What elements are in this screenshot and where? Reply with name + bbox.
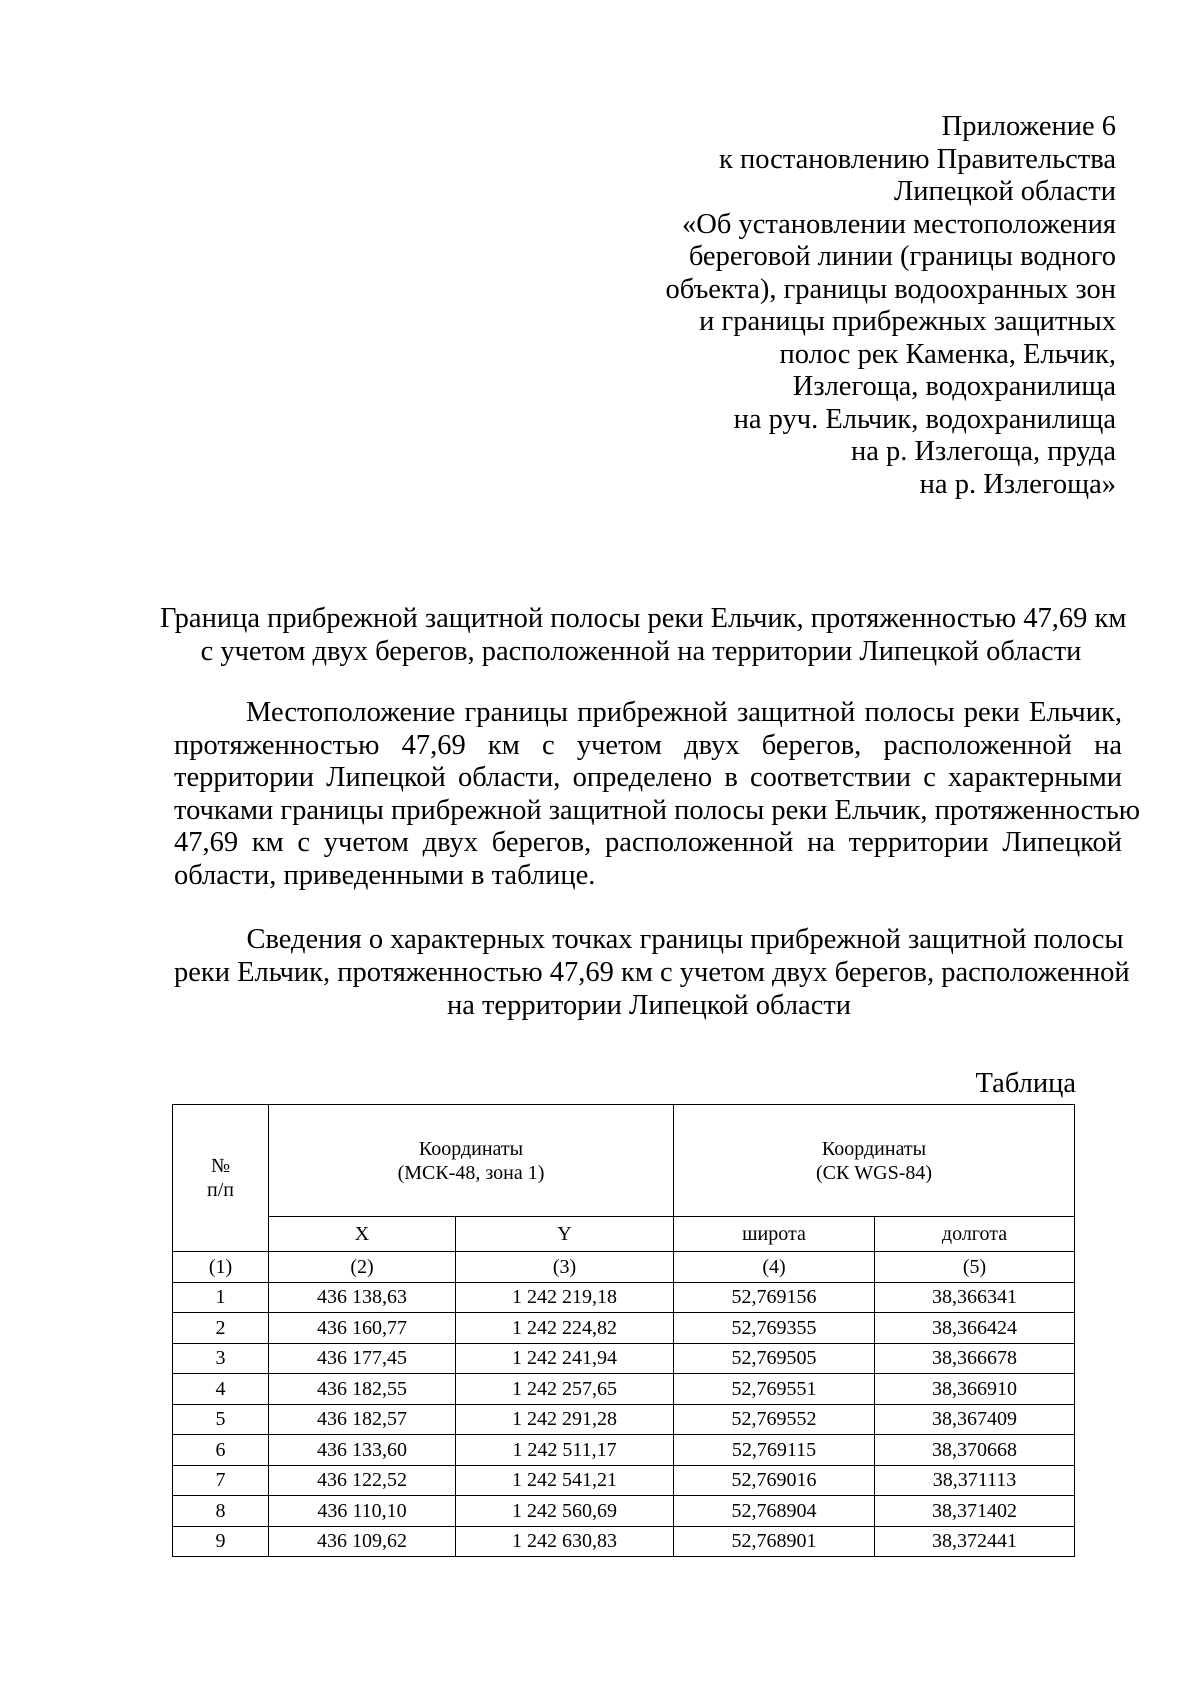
cell-lon: 38,371402 bbox=[875, 1496, 1075, 1527]
table-row bbox=[173, 1496, 1075, 1527]
cell-lat: 52,769505 bbox=[674, 1343, 875, 1374]
column-number: (1) bbox=[173, 1252, 269, 1283]
table-row bbox=[173, 1435, 1075, 1466]
cell-num: 6 bbox=[173, 1435, 269, 1466]
paragraph-line: протяженностью 47,69 км с учетом двух берегов, расположенной на bbox=[174, 729, 1122, 761]
annex-line: Излегоща, водохранилища bbox=[792, 371, 1116, 402]
cell-num: 4 bbox=[173, 1374, 269, 1405]
paragraph-line: точками границы прибрежной защитной полосы реки Ельчик, протяженностью bbox=[174, 794, 1141, 826]
cell-y: 1 242 224,82 bbox=[456, 1313, 674, 1344]
caption-line: Сведения о характерных точках границы прибрежной защитной полосы bbox=[246, 924, 1124, 955]
cell-y: 1 242 541,21 bbox=[456, 1465, 674, 1496]
cell-num: 5 bbox=[173, 1404, 269, 1435]
cell-lat: 52,769552 bbox=[674, 1404, 875, 1435]
cell-y: 1 242 257,65 bbox=[456, 1374, 674, 1405]
cell-num: 8 bbox=[173, 1496, 269, 1527]
cell-x: 436 182,55 bbox=[269, 1374, 456, 1405]
cell-lon: 38,366678 bbox=[875, 1343, 1075, 1374]
cell-x: 436 138,63 bbox=[269, 1282, 456, 1313]
column-number: (4) bbox=[674, 1252, 875, 1283]
table-row bbox=[173, 1374, 1075, 1405]
cell-y: 1 242 560,69 bbox=[456, 1496, 674, 1527]
paragraph-line: области, приведенными в таблице. bbox=[174, 859, 596, 891]
header-y: Y bbox=[456, 1217, 674, 1252]
header-lat: широта bbox=[674, 1217, 875, 1252]
cell-y: 1 242 511,17 bbox=[456, 1435, 674, 1466]
cell-y: 1 242 291,28 bbox=[456, 1404, 674, 1435]
table-caption bbox=[174, 923, 1130, 1022]
cell-lon: 38,371113 bbox=[875, 1465, 1075, 1496]
header-lon: долгота bbox=[875, 1217, 1075, 1252]
cell-lat: 52,769016 bbox=[674, 1465, 875, 1496]
table-row bbox=[173, 1343, 1075, 1374]
header-msk: Координаты (МСК-48, зона 1) bbox=[269, 1105, 674, 1217]
table-row bbox=[173, 1465, 1075, 1496]
body-paragraph bbox=[174, 697, 1141, 892]
title-line: Граница прибрежной защитной полосы реки Ельчик, протяженностью 47,69 км bbox=[160, 603, 1127, 634]
annex-line: береговой линии (границы водного bbox=[688, 241, 1116, 272]
cell-num: 9 bbox=[173, 1526, 269, 1557]
column-number: (5) bbox=[875, 1252, 1075, 1283]
header-wgs: Координаты (СК WGS-84) bbox=[674, 1105, 1075, 1217]
annex-line: объекта), границы водоохранных зон bbox=[665, 273, 1116, 305]
table-row bbox=[173, 1282, 1075, 1313]
caption-line: реки Ельчик, протяженностью 47,69 км с учетом двух берегов, расположенной bbox=[174, 957, 1130, 988]
annex-line: к постановлению Правительства bbox=[718, 143, 1116, 175]
cell-lat: 52,768904 bbox=[674, 1496, 875, 1527]
cell-x: 436 133,60 bbox=[269, 1435, 456, 1466]
column-number: (3) bbox=[456, 1252, 674, 1283]
cell-lon: 38,366910 bbox=[875, 1374, 1075, 1405]
header-x: X bbox=[269, 1217, 456, 1252]
paragraph-line: Местоположение границы прибрежной защитной полосы реки Ельчик, bbox=[246, 697, 1122, 728]
table-row bbox=[173, 1526, 1075, 1557]
annex-line: Приложение 6 bbox=[941, 111, 1116, 142]
annex-line: Липецкой области bbox=[893, 176, 1116, 207]
cell-num: 2 bbox=[173, 1313, 269, 1344]
paragraph-line: 47,69 км с учетом двух берегов, расположенной на территории Липецкой bbox=[174, 827, 1122, 858]
cell-y: 1 242 630,83 bbox=[456, 1526, 674, 1557]
document-title bbox=[160, 602, 1127, 668]
cell-x: 436 109,62 bbox=[269, 1526, 456, 1557]
cell-num: 7 bbox=[173, 1465, 269, 1496]
paragraph-line: территории Липецкой области, определено в соответствии с характерными bbox=[174, 762, 1122, 793]
cell-x: 436 160,77 bbox=[269, 1313, 456, 1344]
annex-line: на руч. Ельчик, водохранилища bbox=[733, 403, 1116, 435]
cell-lon: 38,367409 bbox=[875, 1404, 1075, 1435]
cell-x: 436 182,57 bbox=[269, 1404, 456, 1435]
table-header-row bbox=[173, 1105, 1075, 1217]
cell-lat: 52,769355 bbox=[674, 1313, 875, 1344]
cell-x: 436 110,10 bbox=[269, 1496, 456, 1527]
cell-lat: 52,769115 bbox=[674, 1435, 875, 1466]
cell-lon: 38,372441 bbox=[875, 1526, 1075, 1557]
header-num: № п/п bbox=[173, 1105, 269, 1252]
table-label: Таблица bbox=[975, 1068, 1076, 1099]
table-row bbox=[173, 1313, 1075, 1344]
cell-num: 1 bbox=[173, 1282, 269, 1313]
cell-lon: 38,370668 bbox=[875, 1435, 1075, 1466]
annex-line: на р. Излегоща, пруда bbox=[850, 436, 1116, 467]
annex-header bbox=[596, 111, 1116, 501]
annex-line: и границы прибрежных защитных bbox=[699, 306, 1116, 337]
cell-lat: 52,768901 bbox=[674, 1526, 875, 1557]
cell-lat: 52,769156 bbox=[674, 1282, 875, 1313]
table-row bbox=[173, 1404, 1075, 1435]
column-number-row bbox=[173, 1252, 1075, 1283]
cell-x: 436 122,52 bbox=[269, 1465, 456, 1496]
annex-line: «Об установлении местоположения bbox=[682, 208, 1116, 240]
cell-lon: 38,366424 bbox=[875, 1313, 1075, 1344]
cell-num: 3 bbox=[173, 1343, 269, 1374]
cell-y: 1 242 219,18 bbox=[456, 1282, 674, 1313]
coordinates-table bbox=[172, 1104, 1075, 1557]
column-number: (2) bbox=[269, 1252, 456, 1283]
annex-line: полос рек Каменка, Ельчик, bbox=[779, 338, 1116, 370]
table-subheader-row bbox=[173, 1217, 1075, 1252]
cell-x: 436 177,45 bbox=[269, 1343, 456, 1374]
title-line: с учетом двух берегов, расположенной на территории Липецкой области bbox=[200, 636, 1082, 667]
caption-line: на территории Липецкой области bbox=[446, 990, 852, 1021]
cell-y: 1 242 241,94 bbox=[456, 1343, 674, 1374]
cell-lat: 52,769551 bbox=[674, 1374, 875, 1405]
annex-line: на р. Излегоща» bbox=[919, 468, 1116, 500]
cell-lon: 38,366341 bbox=[875, 1282, 1075, 1313]
